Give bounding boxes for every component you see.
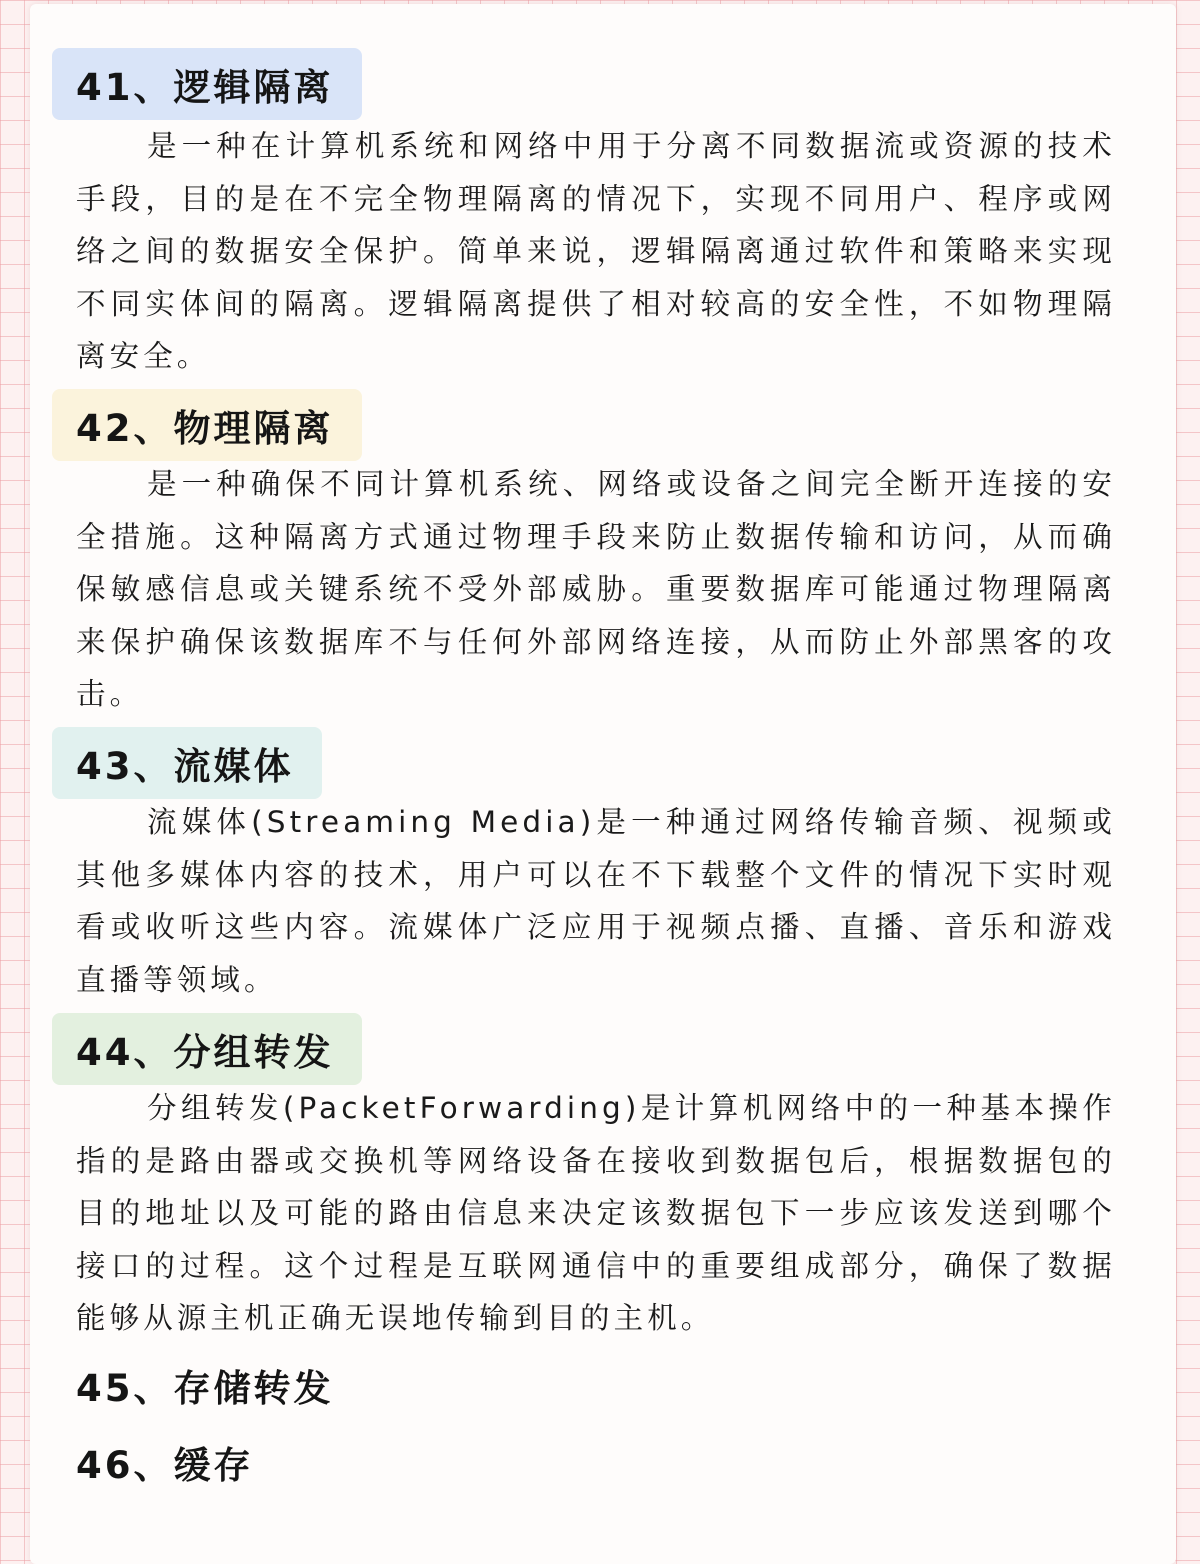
section-43-body: 流媒体(Streaming Media)是一种通过网络传输音频、视频或其他多媒体内容的技术，用户可以在不下载整个文件的情况下实时观看或收听这些内容。流媒体广泛应用于视频点播、直播、音乐和游戏直播等领域。 bbox=[76, 805, 1116, 997]
section-44-body: 分组转发(PacketForwarding)是计算机网络中的一种基本操作指的是路由器或交换机等网络设备在接收到数据包后，根据数据包的目的地址以及可能的路由信息来决定该数据包下一步应该发送到哪个接口的过程。这个过程是互联网通信中的重要组成部分，确保了数据能够从源主机正确无误地传输到目的主机。 bbox=[76, 1091, 1116, 1335]
section-44-heading: 44、分组转发 bbox=[52, 1013, 362, 1085]
section-46-heading: 46、缓存 bbox=[76, 1444, 254, 1487]
section-42-body: 是一种确保不同计算机系统、网络或设备之间完全断开连接的安全措施。这种隔离方式通过物理手段来防止数据传输和访问，从而确保敏感信息或关键系统不受外部威胁。重要数据库可能通过物理隔离来保护确保该数据库不与任何外部网络连接，从而防止外部黑客的攻击。 bbox=[76, 467, 1116, 711]
section-41-body: 是一种在计算机系统和网络中用于分离不同数据流或资源的技术手段，目的是在不完全物理隔离的情况下，实现不同用户、程序或网络之间的数据安全保护。简单来说，逻辑隔离通过软件和策略来实现不同实体间的隔离。逻辑隔离提供了相对较高的安全性，不如物理隔离安全。 bbox=[76, 129, 1116, 373]
section-42-heading: 42、物理隔离 bbox=[52, 389, 362, 461]
section-45-heading: 45、存储转发 bbox=[76, 1367, 334, 1410]
section-43-heading: 43、流媒体 bbox=[52, 727, 322, 799]
section-41-heading: 41、逻辑隔离 bbox=[52, 48, 362, 120]
